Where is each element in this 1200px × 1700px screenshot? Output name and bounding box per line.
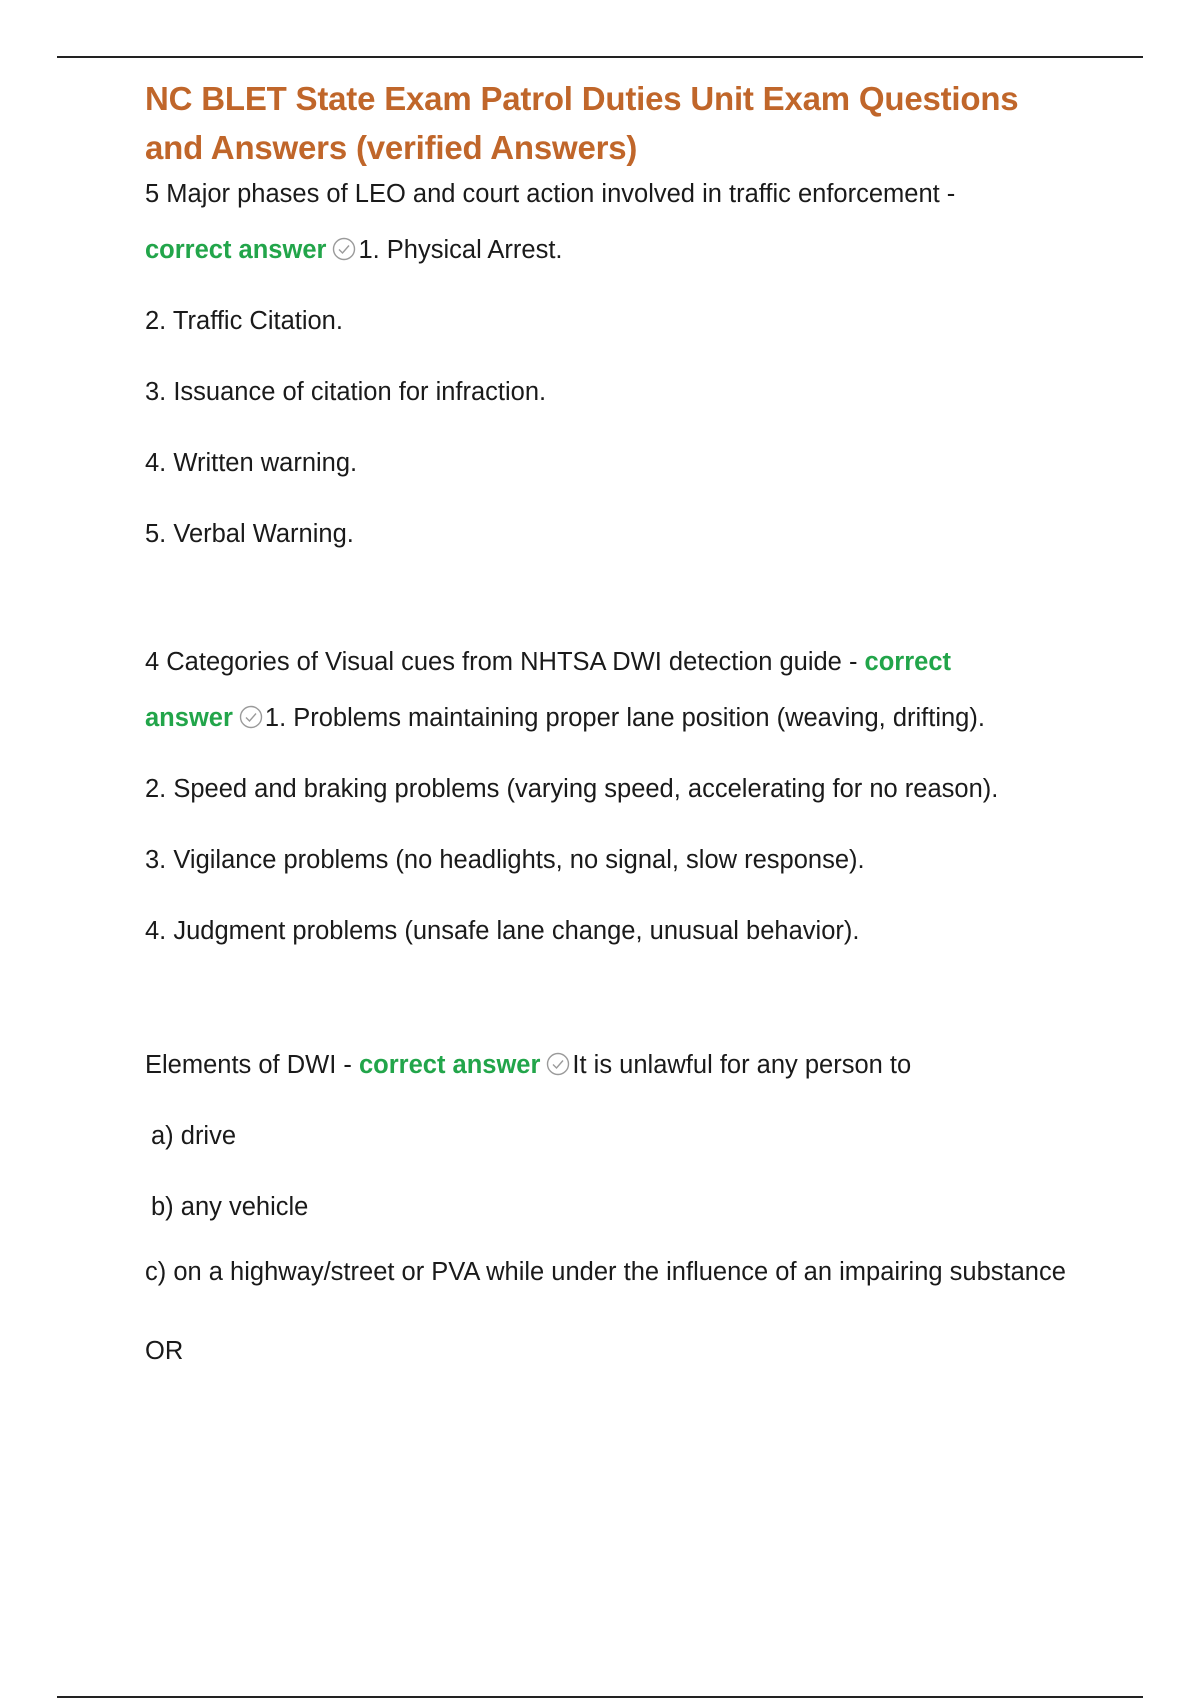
question-text <box>145 174 1085 214</box>
document-title: NC BLET State Exam Patrol Duties Unit Exam Questions and Answers (verified Answers) <box>145 80 1019 166</box>
list-item: 2. Speed and braking problems (varying speed, accelerating for no reason). <box>145 775 999 803</box>
correct-answer-label-cont: answer <box>145 704 233 732</box>
answer-lead: 1. Physical Arrest. <box>358 236 563 264</box>
check-circle-icon <box>332 237 356 261</box>
bottom-rule <box>57 1696 1143 1698</box>
qa-block <box>145 642 1085 951</box>
document-content <box>145 74 1085 1371</box>
correct-answer-label: correct <box>864 648 951 676</box>
correct-answer-label: correct answer <box>358 1051 541 1079</box>
top-rule <box>57 56 1143 58</box>
list-item: OR <box>145 1337 184 1365</box>
list-item: 4. Judgment problems (unsafe lane change, unusual behavior). <box>145 917 860 945</box>
list-item: 5. Verbal Warning. <box>145 520 354 548</box>
check-circle-icon <box>546 1052 570 1076</box>
list-item: c) on a highway/street or PVA while under the influence of an impairing substance <box>145 1258 1066 1286</box>
check-circle-icon <box>239 705 263 729</box>
question-label: 4 Categories of Visual cues from NHTSA DWI detection guide - <box>145 648 858 676</box>
list-item: 3. Issuance of citation for infraction. <box>145 378 547 406</box>
qa-block <box>145 174 1085 554</box>
question-text <box>145 642 1085 682</box>
list-item: a) drive <box>151 1122 237 1150</box>
list-item: 3. Vigilance problems (no headlights, no signal, slow response). <box>145 846 865 874</box>
section-spacer <box>145 951 1085 1043</box>
list-item: 2. Traffic Citation. <box>145 307 343 335</box>
answer-line <box>145 230 1085 270</box>
list-item: b) any vehicle <box>151 1193 309 1221</box>
answer-line <box>145 698 1085 738</box>
list-item: 4. Written warning. <box>145 449 358 477</box>
answer-lead: 1. Problems maintaining proper lane position (weaving, drifting). <box>264 704 985 732</box>
answer-lead: It is unlawful for any person to <box>572 1051 912 1079</box>
qa-block <box>145 1045 1085 1371</box>
question-label: 5 Major phases of LEO and court action involved in traffic enforcement - <box>145 180 956 208</box>
question-text <box>145 1045 1085 1085</box>
section-spacer <box>145 554 1085 640</box>
question-label: Elements of DWI - <box>145 1051 352 1079</box>
correct-answer-label: correct answer <box>145 236 327 264</box>
